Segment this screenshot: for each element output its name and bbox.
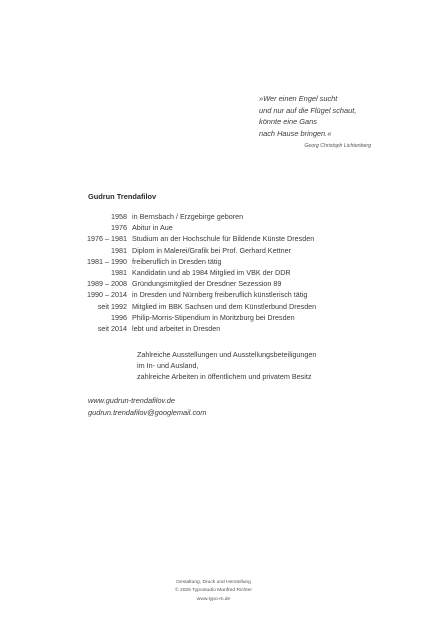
- website-link[interactable]: www.gudrun-trendafilov.de: [88, 396, 175, 405]
- biography-text: Abitur in Aue: [132, 223, 173, 233]
- biography-year: 1989 – 2008: [87, 279, 127, 289]
- biography-row: [60, 323, 390, 334]
- quote-block: [259, 93, 419, 139]
- biography-row: [60, 289, 390, 300]
- biography-text: Mitglied im BBK Sachsen und dem Künstlerbund Dresden: [132, 301, 317, 311]
- quote-line: könnte eine Gans: [259, 117, 317, 127]
- biography-year: seit 1992: [97, 301, 127, 311]
- biography-text: Diplom in Malerei/Grafik bei Prof. Gerhard Kettner: [132, 245, 291, 255]
- biography-text: Studium an der Hochschule für Bildende Künste Dresden: [132, 234, 315, 244]
- biography-row: [60, 222, 390, 233]
- biography-year: 1976 – 1981: [87, 234, 127, 244]
- biography-row: [60, 245, 390, 256]
- biography-row: [60, 301, 390, 312]
- contact-links: [88, 395, 206, 418]
- quote-author: Georg Christoph Lichtenberg: [304, 143, 371, 149]
- imprint-line: © 2025 Typostudio Manfred Richter: [175, 588, 252, 594]
- biography-text: freiberuflich in Dresden tätig: [132, 256, 222, 266]
- quote-line: und nur auf die Flügel schaut,: [259, 105, 357, 115]
- biography-text: lebt und arbeitet in Dresden: [132, 324, 221, 334]
- biography-year: seit 2014: [97, 324, 127, 334]
- biography-year: 1981: [111, 268, 127, 278]
- biography-year: 1996: [111, 312, 127, 322]
- imprint: [0, 579, 427, 604]
- imprint-website[interactable]: www.typo-m.de: [196, 596, 231, 602]
- biography-text: in Dresden und Nürnberg freiberuflich künstlerisch tätig: [132, 290, 308, 300]
- exhibition-summary: [137, 349, 316, 383]
- biography-year: 1990 – 2014: [87, 290, 127, 300]
- artist-name: Gudrun Trendafilov: [88, 192, 157, 201]
- biography-row: [60, 233, 390, 244]
- biography-year: 1976: [111, 223, 127, 233]
- email-link[interactable]: gudrun.trendafilov@googlemail.com: [88, 407, 207, 417]
- biography-row: [60, 256, 390, 267]
- biography-text: Philip-Morris-Stipendium in Moritzburg bei Dresden: [132, 312, 295, 322]
- summary-line: im In- und Ausland,: [137, 361, 199, 371]
- biography-row: [60, 211, 390, 222]
- summary-line: zahlreiche Arbeiten in öffentlichem und privatem Besitz: [137, 372, 312, 382]
- biography-row: [60, 267, 390, 278]
- biography-text: in Bernsbach / Erzgebirge geboren: [132, 212, 244, 221]
- imprint-line: Gestaltung, Druck und Herstellung: [176, 580, 251, 585]
- quote-line: »Wer einen Engel sucht: [259, 94, 338, 103]
- quote-line: nach Hause bringen.«: [259, 128, 332, 138]
- biography-year: 1981: [111, 245, 127, 255]
- summary-line: Zahlreiche Ausstellungen und Ausstellungsbeteiligungen: [137, 350, 317, 359]
- biography-year: 1958: [111, 212, 127, 221]
- biography-row: [60, 312, 390, 323]
- biography-list: [60, 211, 390, 334]
- biography-year: 1981 – 1990: [87, 256, 127, 266]
- biography-text: Kandidatin und ab 1984 Mitglied im VBK der DDR: [132, 268, 291, 278]
- biography-text: Gründungsmitglied der Dresdner Sezession 89: [132, 279, 282, 289]
- biography-row: [60, 278, 390, 289]
